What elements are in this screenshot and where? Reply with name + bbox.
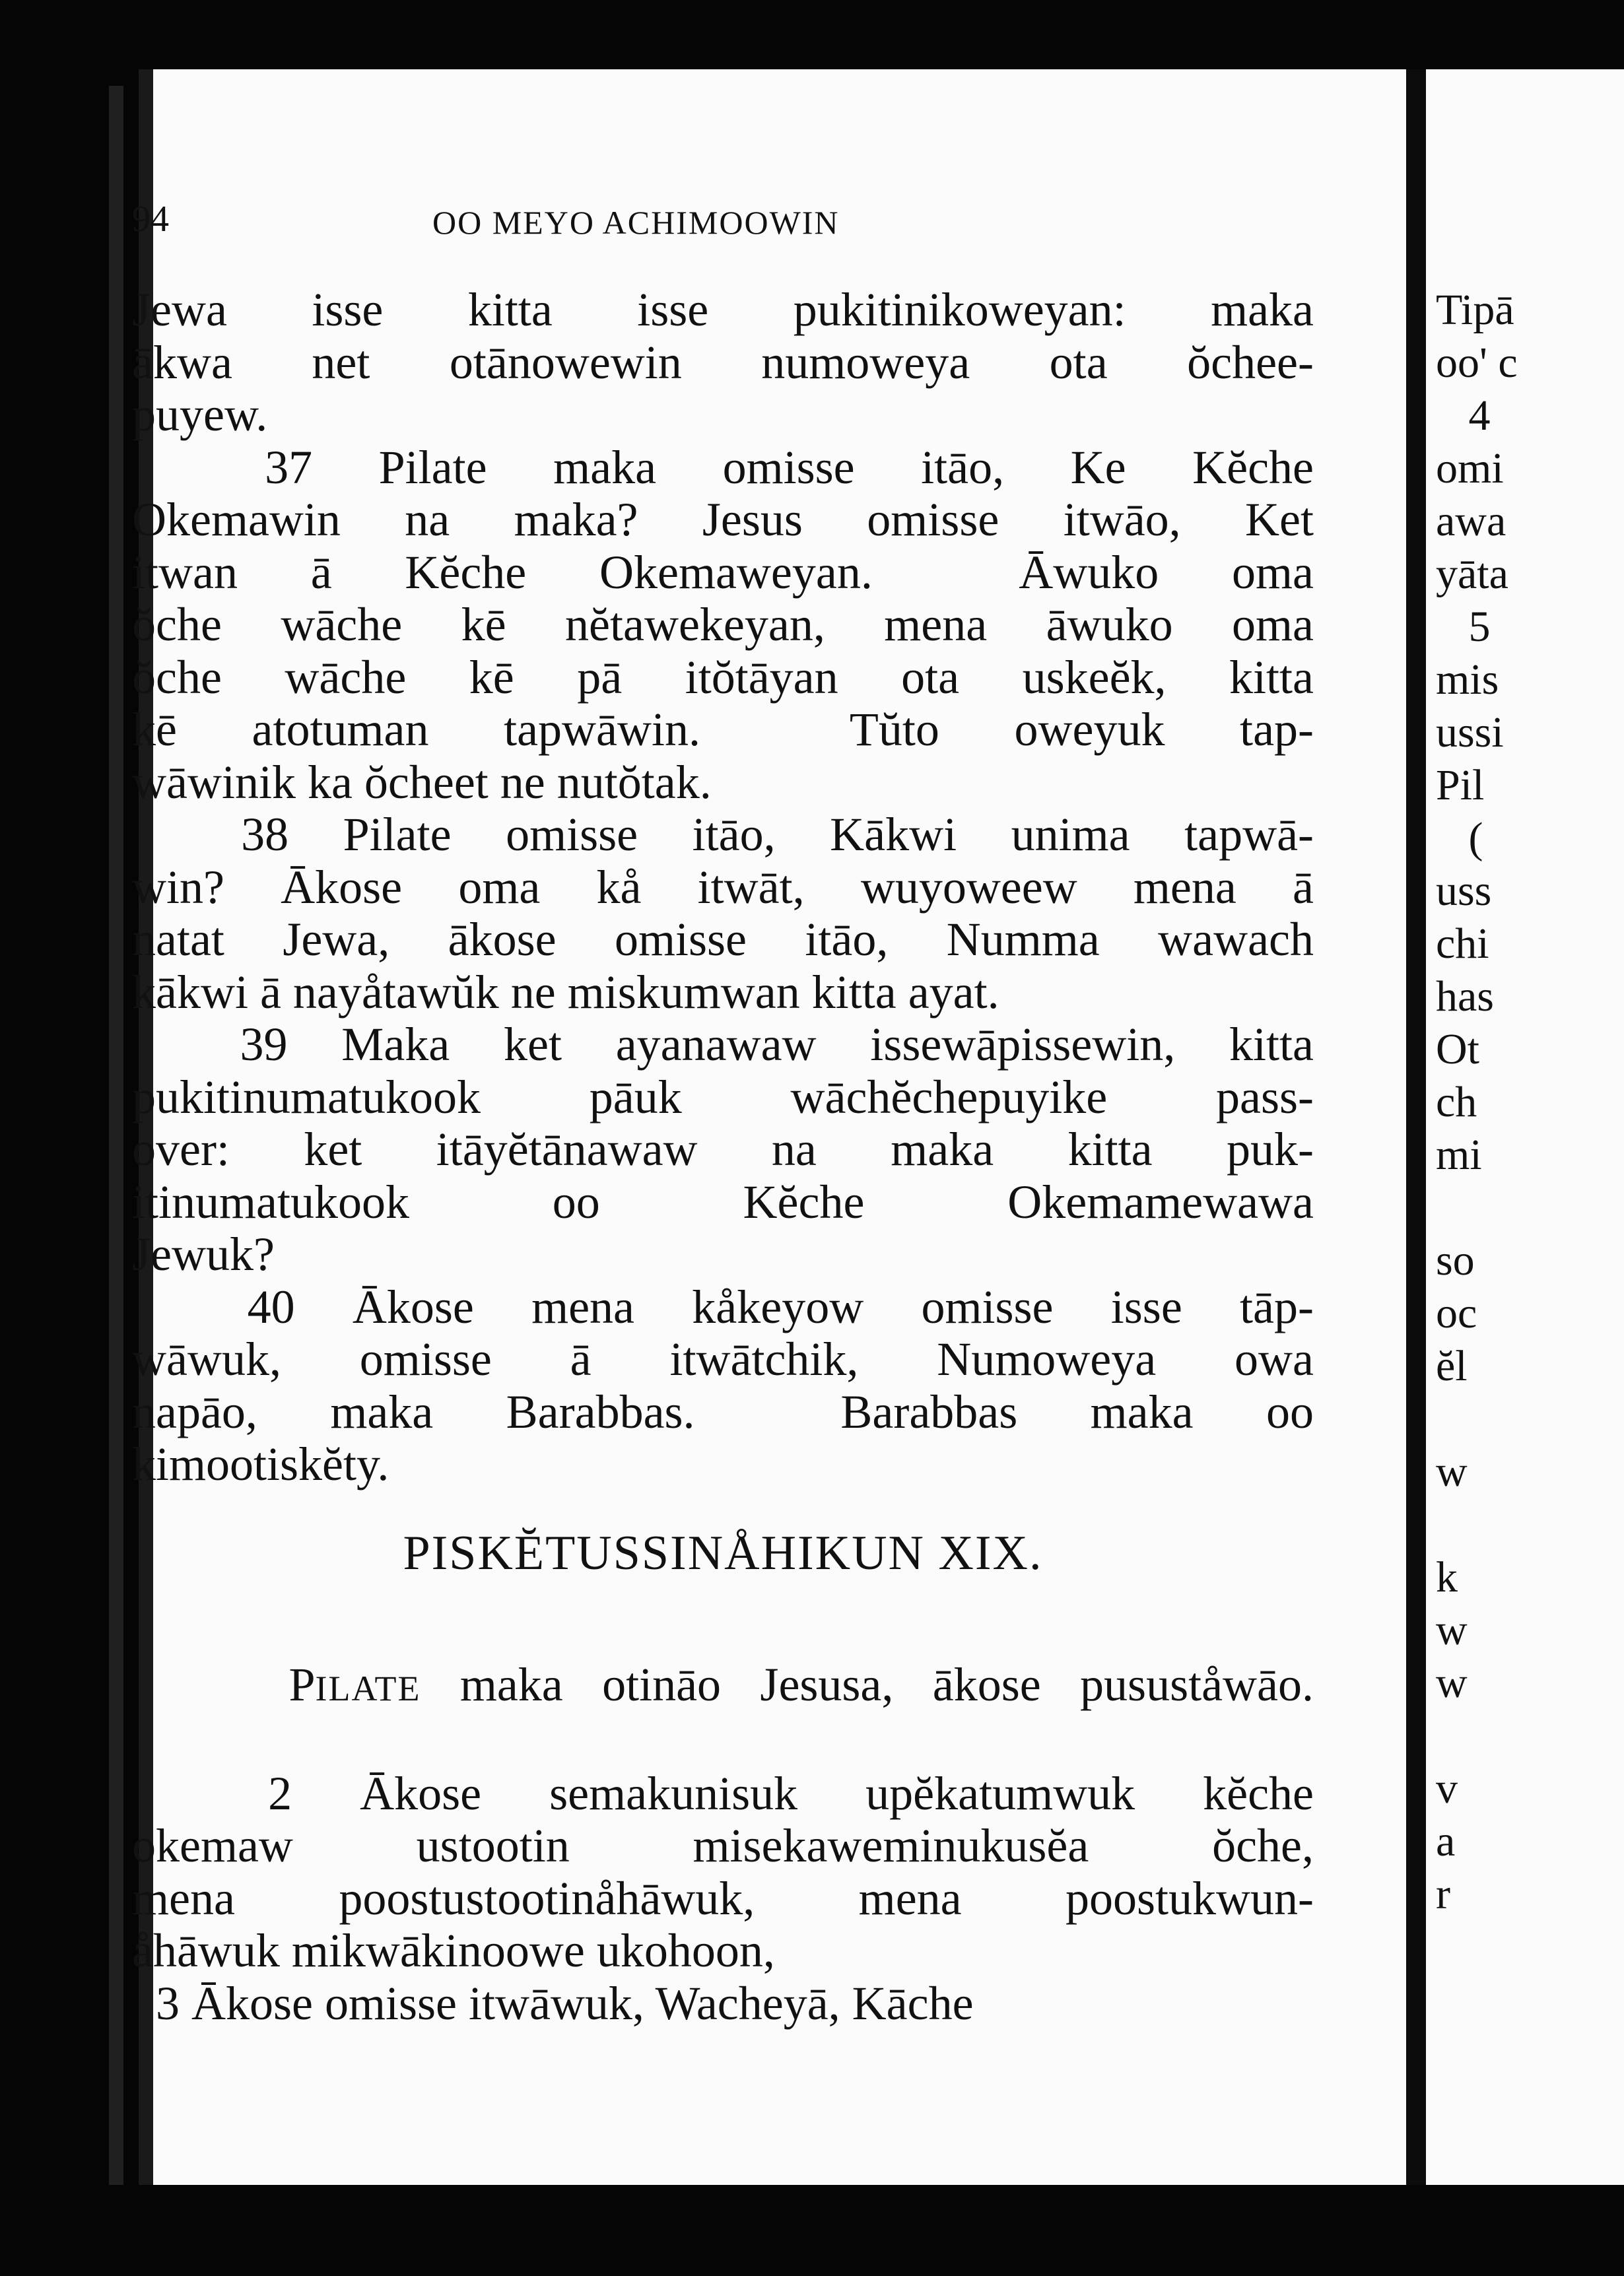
- right-page-fragment: r: [1436, 1870, 1450, 1918]
- text-line: Okemawin na maka? Jesus omisse itwāo, Ket: [132, 493, 1314, 546]
- chapter-first-rest: maka otināo Jesusa, ākose pusuståwāo.: [421, 1657, 1314, 1711]
- text-line: 37 Pilate maka omisse itāo, Ke Kĕche: [132, 440, 1314, 494]
- text-line: åhāwuk mikwākinoowe ukohoon,: [132, 1924, 775, 1977]
- text-line: pukitinumatukook pāuk wāchĕchepuyike pass-: [132, 1070, 1314, 1123]
- right-page-fragment: 5: [1436, 603, 1491, 651]
- text-line: mena poostustootinåhāwuk, mena poostukwun-: [132, 1871, 1314, 1925]
- text-line: kākwi ā nayåtawŭk ne miskumwan kitta ayat.: [132, 965, 999, 1019]
- right-page-fragment: Pil: [1436, 761, 1485, 809]
- text-line: kimootiskĕty.: [132, 1438, 389, 1490]
- right-page-fragment: ussi: [1436, 708, 1504, 756]
- right-page-fragment: mi: [1436, 1131, 1482, 1179]
- text-line: 39 Maka ket ayanawaw issewāpissewin, kitta: [132, 1018, 1314, 1071]
- right-page-fragment: Tipā: [1436, 286, 1514, 334]
- right-page-fragment: awa: [1436, 497, 1506, 545]
- chapter-heading: PISKĔTUSSINÅHIKUN XIX.: [403, 1525, 1043, 1580]
- right-page-fragment: [1436, 1182, 1624, 1234]
- right-page-fragment: w: [1436, 1659, 1468, 1707]
- running-head: OO MEYO ACHIMOOWIN: [432, 204, 840, 241]
- right-page-fragment: oo' c: [1436, 339, 1518, 387]
- text-line: wāwinik ka ŏcheet ne nutŏtak.: [132, 755, 712, 809]
- book-gutter: [1406, 69, 1426, 2185]
- text-line: puyew.: [132, 388, 268, 441]
- text-line: napāo, maka Barabbas. Barabbas maka oo: [132, 1385, 1314, 1438]
- text-line: wāwuk, omisse ā itwātchik, Numoweya owa: [132, 1333, 1314, 1386]
- text-line: 2 Ākose semakunisuk upĕkatumwuk kĕche: [132, 1766, 1314, 1820]
- right-page-fragment: Ot: [1436, 1025, 1479, 1073]
- right-page-fragment: oc: [1436, 1289, 1477, 1337]
- right-page-fragment: mis: [1436, 655, 1499, 704]
- text-line: ākwa net otānowewin numoweya ota ŏchee-: [132, 335, 1314, 389]
- right-page-fragment: uss: [1436, 867, 1492, 915]
- right-page-fragment: w: [1436, 1606, 1468, 1654]
- right-page-fragment: ch: [1436, 1078, 1477, 1126]
- right-page-fragment: k: [1436, 1553, 1458, 1601]
- text-line: ŏche wāche kē nĕtawekeyan, mena āwuko oma: [132, 598, 1314, 651]
- right-page-fragment: 4: [1436, 391, 1491, 440]
- text-line: kē atotuman tapwāwin. Tŭto oweyuk tap-: [132, 703, 1314, 756]
- chapter-first-smallcaps: ILATE: [315, 1668, 421, 1708]
- text-line: ŏche wāche kē pā itŏtāyan ota uskeĕk, kitta: [132, 650, 1314, 704]
- text-line: 3 Ākose omisse itwāwuk, Wacheyā, Kāche: [132, 1976, 974, 2030]
- right-page-fragment: has: [1436, 972, 1494, 1021]
- page-body: [132, 284, 1314, 2030]
- text-line: 38 Pilate omisse itāo, Kākwi unima tapwā-: [132, 808, 1314, 861]
- chapter-text: [132, 1768, 1314, 2030]
- right-page-fragment: chi: [1436, 920, 1489, 968]
- right-page-fragment: [1436, 1498, 1624, 1551]
- right-page-fragment: [1436, 1710, 1624, 1762]
- text-line: win? Ākose oma kå itwāt, wuyoweew mena ā: [132, 860, 1314, 914]
- text-line: itinumatukook oo Kĕche Okemamewawa: [132, 1175, 1314, 1228]
- right-page-fragment: ĕl: [1436, 1342, 1468, 1390]
- right-page-fragment: (: [1436, 814, 1483, 862]
- text-line: okemaw ustootin misekaweminukusĕa ŏche,: [132, 1819, 1314, 1872]
- text-line: itwan ā Kĕche Okemaweyan. Āwuko oma: [132, 545, 1314, 599]
- verse-text: [132, 284, 1314, 1491]
- text-line: over: ket itāyĕtānawaw na maka kitta puk-: [132, 1123, 1314, 1176]
- right-page-text: [1436, 284, 1624, 1921]
- right-page-fragment: yāta: [1436, 550, 1508, 598]
- text-line: 40 Ākose mena kåkeyow omisse isse tāp-: [132, 1280, 1314, 1333]
- text-line: Jewa isse kitta isse pukitinikoweyan: maka: [132, 283, 1314, 336]
- chapter-first-line: [132, 1606, 1314, 1768]
- text-line: Jewuk?: [132, 1228, 275, 1281]
- right-page-fragment: omi: [1436, 444, 1504, 492]
- right-page-fragment: so: [1436, 1236, 1475, 1285]
- right-page-fragment: [1436, 1393, 1624, 1446]
- right-page-fragment: w: [1436, 1448, 1468, 1496]
- text-line: natat Jewa, ākose omisse itāo, Numma wawach: [132, 913, 1314, 966]
- chapter-first-letter: P: [288, 1657, 316, 1711]
- book-spine-edge: [109, 86, 123, 2185]
- page-number: 94: [132, 199, 169, 240]
- right-page-fragment: v: [1436, 1764, 1458, 1813]
- right-page-fragment: a: [1436, 1817, 1456, 1865]
